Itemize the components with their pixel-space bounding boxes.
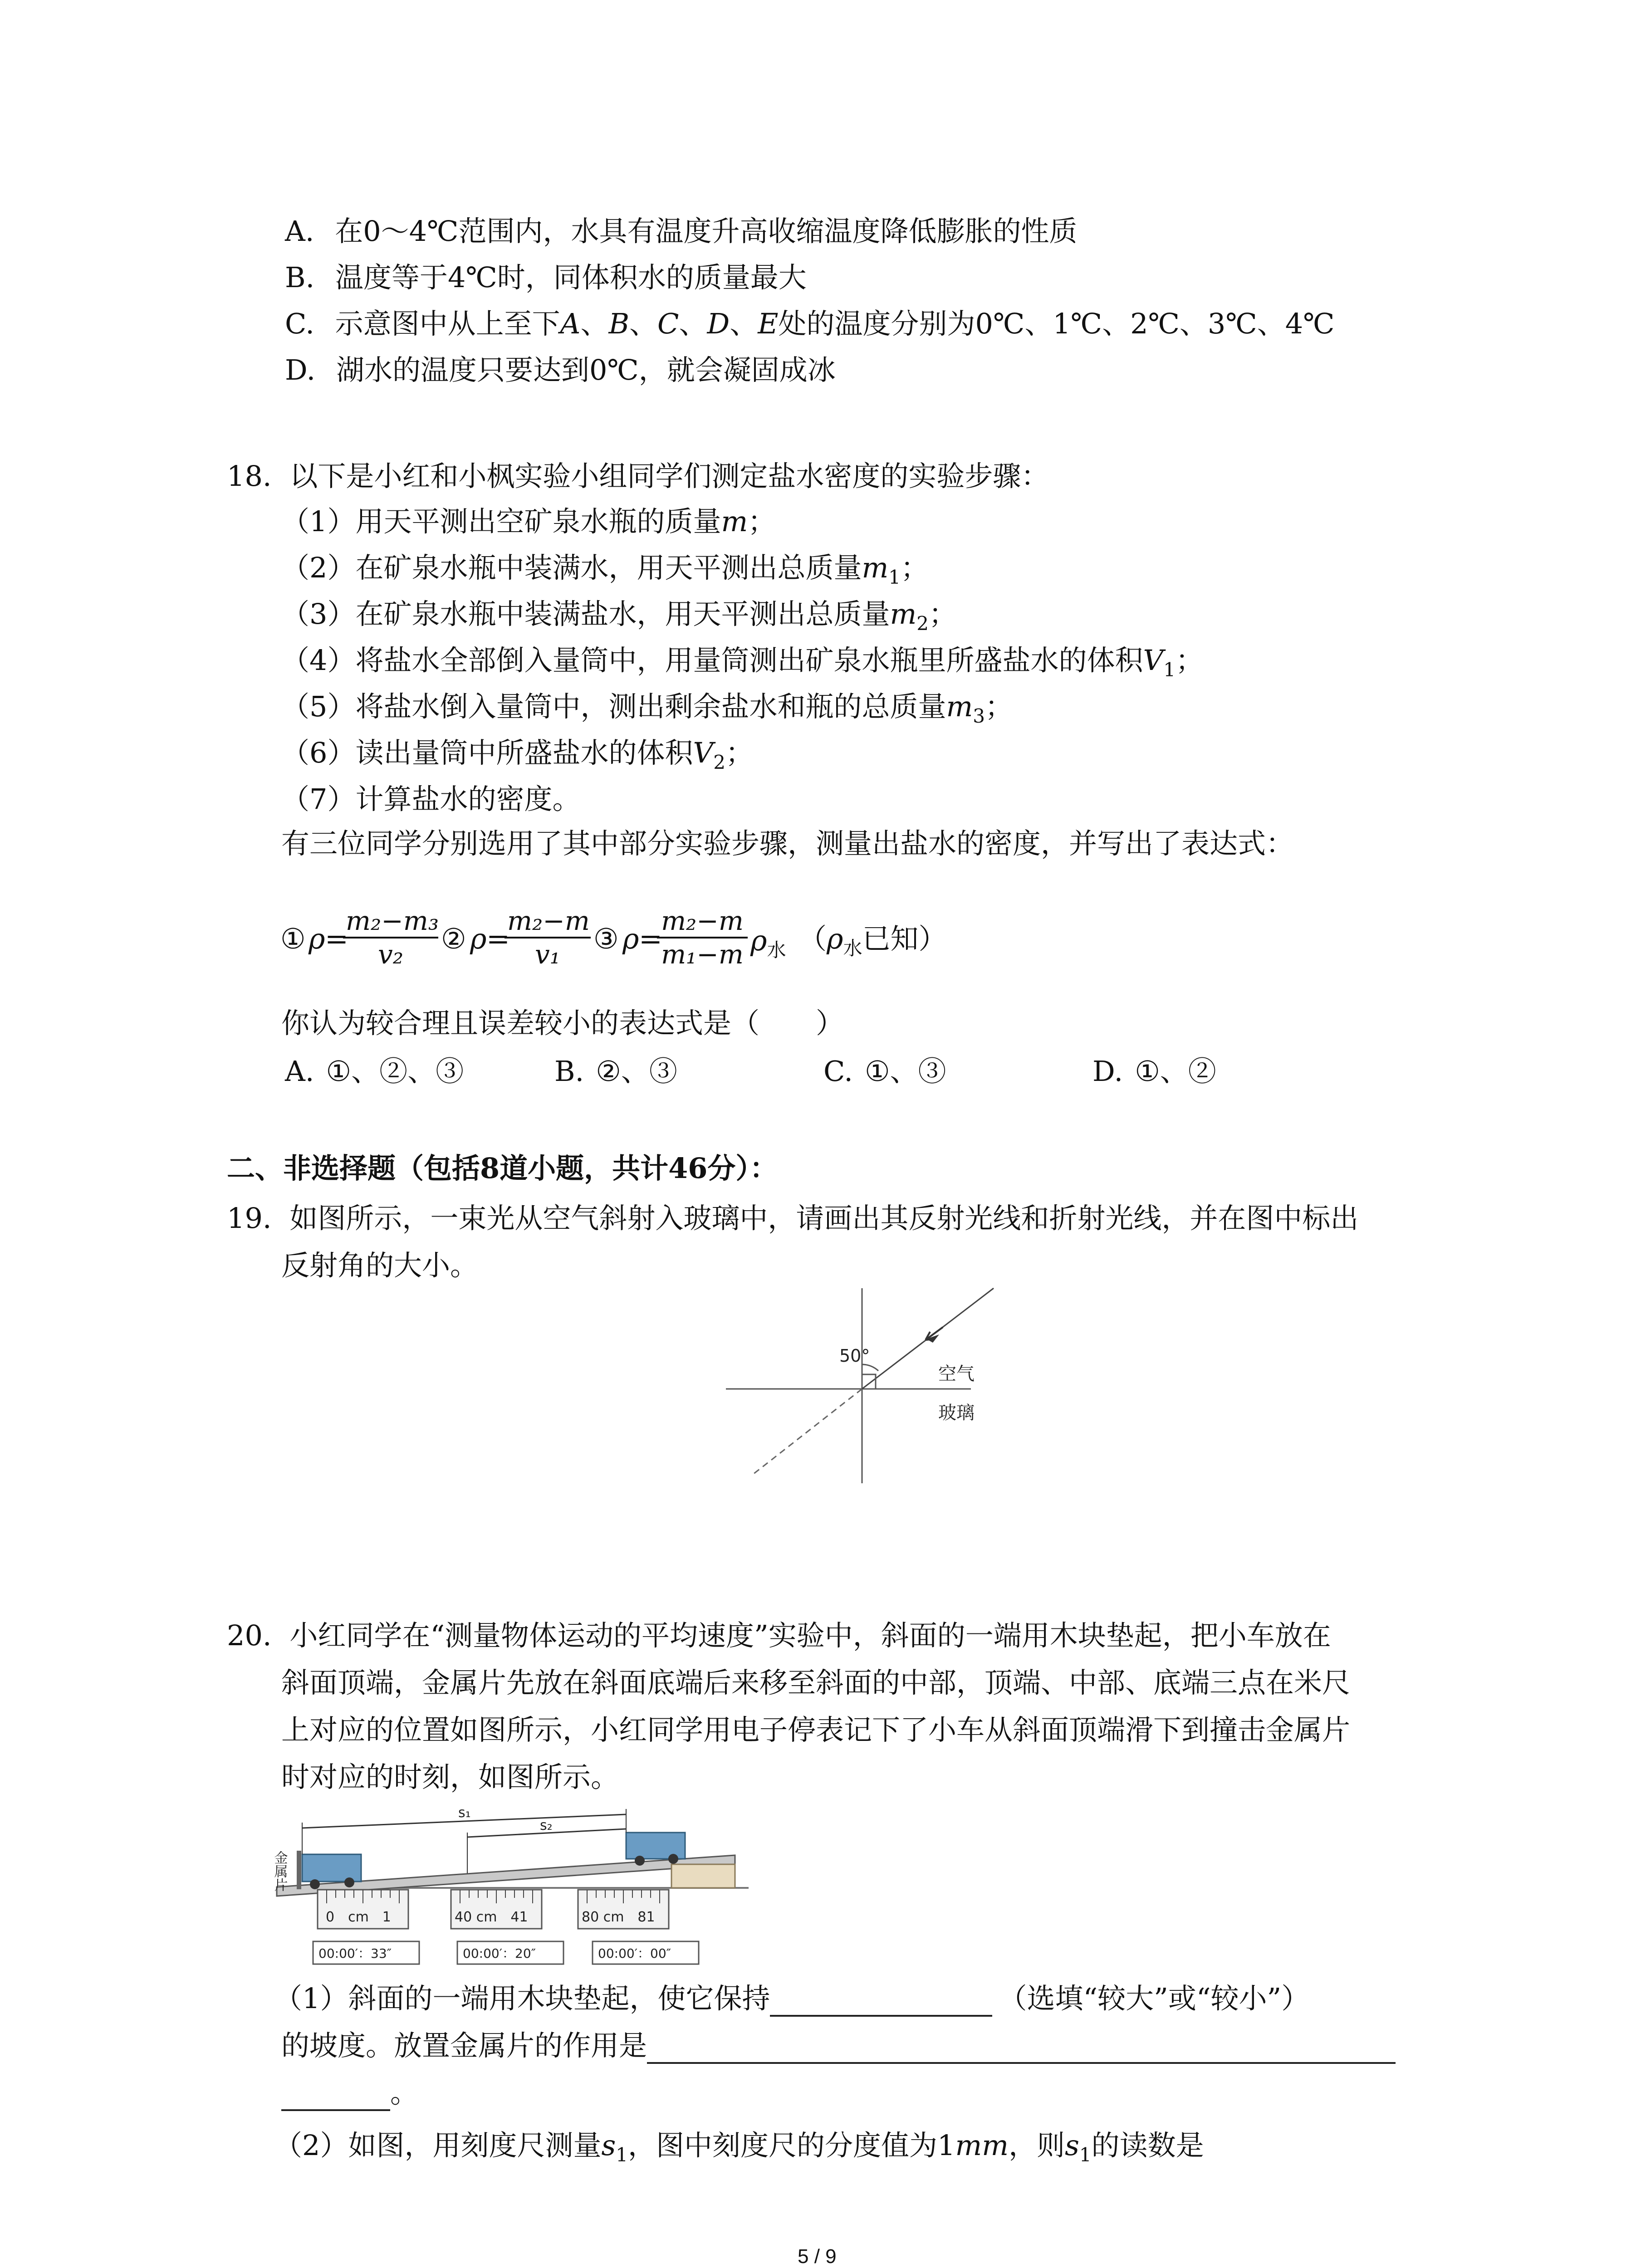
incline-experiment-figure [271,1801,753,1969]
angle-label: 50° [839,1346,870,1366]
option-text: 温度等于4℃时，同体积水的质量最大 [335,261,807,294]
q17-option-d [285,352,836,388]
option-letter: A. [285,215,314,248]
timer-2: 00:00′：20″ [463,1946,536,1961]
metal-plate-label: 金属片 [271,1851,288,1892]
formula-3: $\frac{\text{m₂−m}}{\text{m₁−m}}$ [657,905,748,970]
q18-step-1: （1）用天平测出空矿泉水瓶的质量m； [281,505,776,538]
option-letter: D. [285,353,316,386]
q20-stem-line2: 斜面顶端，金属片先放在斜面底端后来移至斜面的中部，顶端、中部、底端三点在米尺 [281,1666,1351,1699]
page-number: 5 / 9 [798,2245,837,2268]
q20-part1-line2: 的坡度。放置金属片的作用是 [281,2028,1396,2064]
question-number: 19. [227,1202,272,1235]
q20-part2: （2）如图，用刻度尺测量$s_1$，图中刻度尺的分度值为1mm，则$s_1$的读数是 [274,2129,1204,2166]
option-text: 在0～4℃范围内，水具有温度升高收缩温度降低膨胀的性质 [335,215,1078,248]
q18-step-2: （2）在矿泉水瓶中装满水，用天平测出总质量$m_1$； [281,551,929,588]
q18-choice-c[interactable]: C. ①、③ [823,1055,946,1088]
section-2-heading: 二、非选择题（包括8道小题，共计46分）： [227,1152,778,1185]
question-number: 20. [227,1619,272,1652]
q18-stem [227,458,1049,494]
q18-choice-a[interactable]: A. ①、②、③ [285,1055,464,1088]
q17-option-b [285,259,807,296]
q18-step-4: （4）将盐水全部倒入量筒中，用量筒测出矿泉水瓶里所盛盐水的体积$V_1$； [281,644,1204,681]
ruler-1-label: 0 cm 1 [326,1909,391,1925]
glass-label: 玻璃 [938,1403,975,1423]
ruler-2-label: 40 cm 41 [455,1909,528,1925]
option-text: 湖水的温度只要达到0℃，就会凝固成冰 [336,353,836,386]
s2-label: s₂ [540,1818,553,1833]
option-text: 示意图中从上至下 [335,307,560,340]
q19-stem-line1: 19. 如图所示，一束光从空气斜射入玻璃中，请画出其反射光线和折射光线，并在图中标出 [227,1202,1359,1235]
q17-option-c: C. 示意图中从上至下A、B、C、D、E处的温度分别为0℃、1℃、2℃、3℃、4℃ [285,307,1335,340]
cart-bottom [302,1854,361,1882]
question-text: 以下是小红和小枫实验小组同学们测定盐水密度的实验步骤： [289,459,1049,493]
formula-1: $\frac{\text{m₂−m₃}}{\text{v₂}}$ [343,905,438,970]
formula-2: $\frac{\text{m₂−m}}{\text{v₁}}$ [505,905,591,970]
q18-choice-d[interactable]: D. ①、② [1092,1055,1216,1088]
q18-intro: 有三位同学分别选用了其中部分实验步骤，测量出盐水的密度，并写出了表达式： [281,827,1294,860]
q18-choice-b[interactable]: B. ②、③ [554,1055,677,1088]
air-label: 空气 [938,1364,975,1384]
option-letter: B. [285,261,315,294]
answer-blank-slope[interactable] [770,1983,992,2017]
known-note: （$\rho_水$已知） [798,922,947,959]
ruler-3-label: 80 cm 81 [582,1909,655,1925]
q18-step-5: （5）将盐水倒入量筒中，测出剩余盐水和瓶的总质量$m_3$； [281,690,1014,727]
light-refraction-diagram [726,1284,1043,1483]
timer-3: 00:00′：00″ [598,1946,671,1961]
rho-water: $\rho_水$ [750,924,786,961]
q18-step-7: （7）计算盐水的密度。 [281,782,581,816]
q20-stem-line4: 时对应的时刻，如图所示。 [281,1760,619,1794]
q18-step-6: （6）读出量筒中所盛盐水的体积$V_2$； [281,736,754,773]
option-letter: C. [285,307,314,340]
q20-part1-line3: 。 [281,2075,418,2111]
timer-1: 00:00′：33″ [318,1946,392,1961]
question-number: 18. [227,459,272,493]
q20-stem-line1: 20. 小红同学在“测量物体运动的平均速度”实验中，斜面的一端用木块垫起，把小车放在 [227,1619,1331,1652]
s1-label: s₁ [458,1805,471,1821]
answer-blank-metal-purpose[interactable] [647,2030,1396,2064]
q17-option-a [285,213,1077,249]
q20-part1-line1: （1）斜面的一端用木块垫起，使它保持 （选填“较大”或“较小”） [274,1980,1309,2017]
q19-stem-line2: 反射角的大小。 [281,1249,479,1282]
q20-stem-line3: 上对应的位置如图所示，小红同学用电子停表记下了小车从斜面顶端滑下到撞击金属片 [281,1713,1351,1746]
q18-question: 你认为较合理且误差较小的表达式是（ ） [281,1007,844,1040]
answer-blank-metal-purpose-cont[interactable] [281,2077,390,2111]
q18-step-3: （3）在矿泉水瓶中装满盐水，用天平测出总质量$m_2$； [281,597,957,635]
